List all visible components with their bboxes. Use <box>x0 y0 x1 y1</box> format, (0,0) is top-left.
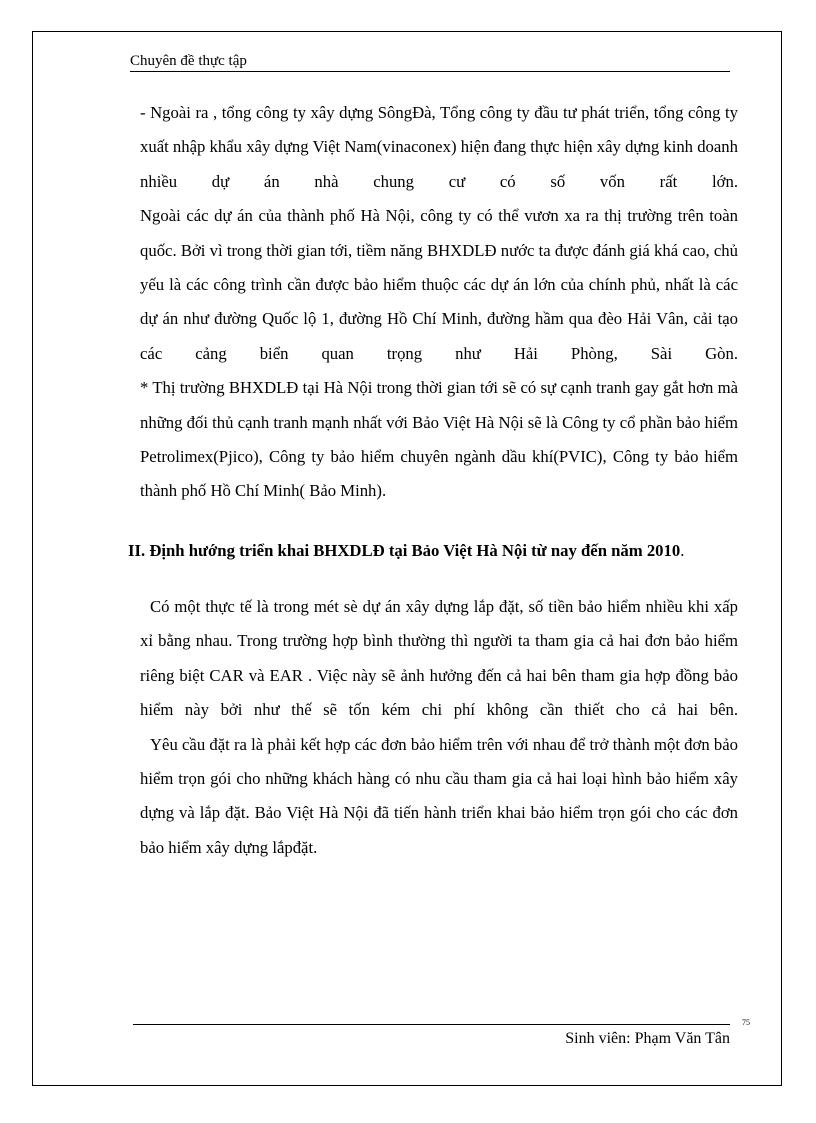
document-body <box>128 96 738 865</box>
section-heading-text: II. Định hướng triển khai BHXDLĐ tại Bảo Việt Hà Nội từ nay đến năm 2010 <box>128 540 681 560</box>
section-heading-period: . <box>680 540 685 560</box>
footer-student-name: Sinh viên: Phạm Văn Tân <box>565 1030 730 1047</box>
paragraph-competitors: - Ngoài ra , tổng công ty xây dựng SôngĐà, Tổng công ty đầu tư phát triển, tổng công ty xuất nhập khẩu xây dựng Việt Nam(vinaconex) hiện đang thực hiện xây dựng kinh doanh nhiều dự án nhà chung cư có số vốn rất lớn. <box>140 103 738 191</box>
section-heading <box>128 533 738 568</box>
paragraph-package-insurance: Yêu cầu đặt ra là phải kết hợp các đơn bảo hiểm trên với nhau để trở thành một đơn bảo hiểm trọn gói cho những khách hàng có nhu cầu tham gia cả hai loại hình bảo hiểm xây dựng và lắp đặt. Bảo Việt Hà Nội đã tiến hành triển khai bảo hiểm trọn gói cho các đơn bảo hiểm xây dựng lắpđặt. <box>140 734 738 857</box>
paragraph-combined-policy: Có một thực tế là trong mét sè dự án xây dựng lắp đặt, số tiền bảo hiểm nhiều khi xấp xỉ bằng nhau. Trong trường hợp bình thường thì người ta tham gia cả hai đơn bảo hiểm riêng biệt CAR và EAR . Việc này sẽ ảnh hưởng đến cả hai bên tham gia hợp đồng bảo hiểm này bởi như thế sẽ tốn kém chi phí không cần thiết cho cả hai bên. <box>140 596 738 720</box>
footer-divider <box>133 1024 730 1025</box>
page-header <box>130 51 730 72</box>
page-number: 75 <box>742 1018 750 1027</box>
paragraph-market-expansion: Ngoài các dự án của thành phố Hà Nội, công ty có thể vươn xa ra thị trường trên toàn quốc. Bởi vì trong thời gian tới, tiềm năng BHXDLĐ nước ta được đánh giá khá cao, chủ yếu là các công trình cần được bảo hiểm thuộc các dự án lớn của chính phủ, nhất là các dự án như đường Quốc lộ 1, đường Hồ Chí Minh, đường hầm qua đèo Hải Vân, cải tạo các cảng biển quan trọng như Hải Phòng, Sài Gòn. <box>140 206 738 363</box>
section-spacer <box>140 568 738 590</box>
paragraph-competition: * Thị trường BHXDLĐ tại Hà Nội trong thời gian tới sẽ có sự cạnh tranh gay gắt hơn mà những đối thủ cạnh tranh mạnh nhất với Bảo Việt Hà Nội sẽ là Công ty cổ phần bảo hiểm Petrolimex(Pjico), Công ty bảo hiểm chuyên ngành dầu khí(PVIC), Công ty bảo hiểm thành phố Hồ Chí Minh( Bảo Minh). <box>140 378 738 501</box>
header-title: Chuyên đề thực tập <box>130 53 247 69</box>
